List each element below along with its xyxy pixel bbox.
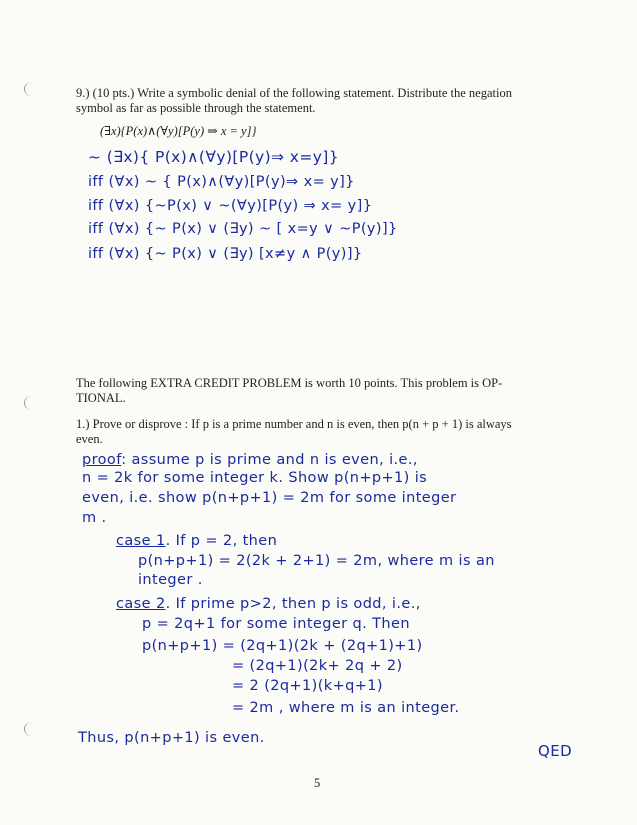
answer-9-line-4: iff (∀x) {~ P(x) ∨ (∃y) ~ [ x=y ∨ ~P(y)]} bbox=[88, 221, 398, 237]
case-2-line-6: = 2m , where m is an integer. bbox=[232, 700, 460, 716]
answer-9-line-3: iff (∀x) {~P(x) ∨ ~(∀y)[P(y) ⇒ x= y]} bbox=[88, 198, 373, 214]
case-1-label: case 1 bbox=[116, 533, 166, 549]
case-1-line-1-text: . If p = 2, then bbox=[165, 533, 278, 549]
proof-conclusion: Thus, p(n+p+1) is even. bbox=[78, 730, 265, 746]
page-number: 5 bbox=[314, 776, 321, 790]
case-1-line-1 bbox=[116, 533, 277, 549]
punch-hole-mark bbox=[24, 396, 39, 410]
problem-9-header-cont: symbol as far as possible through the statement. bbox=[76, 101, 316, 115]
extra-credit-question-cont: even. bbox=[76, 432, 103, 446]
proof-line-1-text: : assume p is prime and n is even, i.e., bbox=[121, 452, 418, 468]
extra-credit-intro: The following EXTRA CREDIT PROBLEM is worth 10 points. This problem is OP- bbox=[76, 376, 503, 390]
problem-9-formula: (∃x){P(x)∧(∀y)[P(y) ⇒ x = y]} bbox=[100, 124, 257, 138]
case-2-line-2: p = 2q+1 for some integer q. Then bbox=[142, 616, 410, 632]
punch-hole-mark bbox=[24, 82, 39, 96]
case-2-line-4: = (2q+1)(2k+ 2q + 2) bbox=[232, 658, 403, 674]
problem-9-header: 9.) (10 pts.) Write a symbolic denial of the following statement. Distribute the negation bbox=[76, 86, 512, 100]
punch-hole-mark bbox=[24, 722, 39, 736]
case-1-line-3: integer . bbox=[138, 572, 203, 588]
proof-line-3: even, i.e. show p(n+p+1) = 2m for some integer bbox=[82, 490, 457, 506]
case-2-line-5: = 2 (2q+1)(k+q+1) bbox=[232, 678, 383, 694]
case-1-line-2: p(n+p+1) = 2(2k + 2+1) = 2m, where m is an bbox=[138, 553, 495, 569]
extra-credit-question: 1.) Prove or disprove : If p is a prime number and n is even, then p(n + p + 1) is always bbox=[76, 417, 512, 431]
case-2-label: case 2 bbox=[116, 596, 166, 612]
proof-line-4: m . bbox=[82, 510, 107, 526]
proof-label: proof bbox=[82, 452, 122, 468]
case-2-line-1 bbox=[116, 596, 421, 612]
case-2-line-3: p(n+p+1) = (2q+1)(2k + (2q+1)+1) bbox=[142, 638, 423, 654]
proof-line-1 bbox=[82, 452, 418, 468]
case-2-line-1-text: . If prime p>2, then p is odd, i.e., bbox=[165, 596, 421, 612]
qed-mark: QED bbox=[538, 742, 573, 760]
extra-credit-intro-cont: TIONAL. bbox=[76, 391, 126, 405]
answer-9-line-2: iff (∀x) ~ { P(x)∧(∀y)[P(y)⇒ x= y]} bbox=[88, 174, 355, 190]
proof-line-2: n = 2k for some integer k. Show p(n+p+1) is bbox=[82, 470, 428, 486]
answer-9-line-1: ~ (∃x){ P(x)∧(∀y)[P(y)⇒ x=y]} bbox=[88, 148, 340, 166]
answer-9-line-5: iff (∀x) {~ P(x) ∨ (∃y) [x≠y ∧ P(y)]} bbox=[88, 246, 363, 262]
